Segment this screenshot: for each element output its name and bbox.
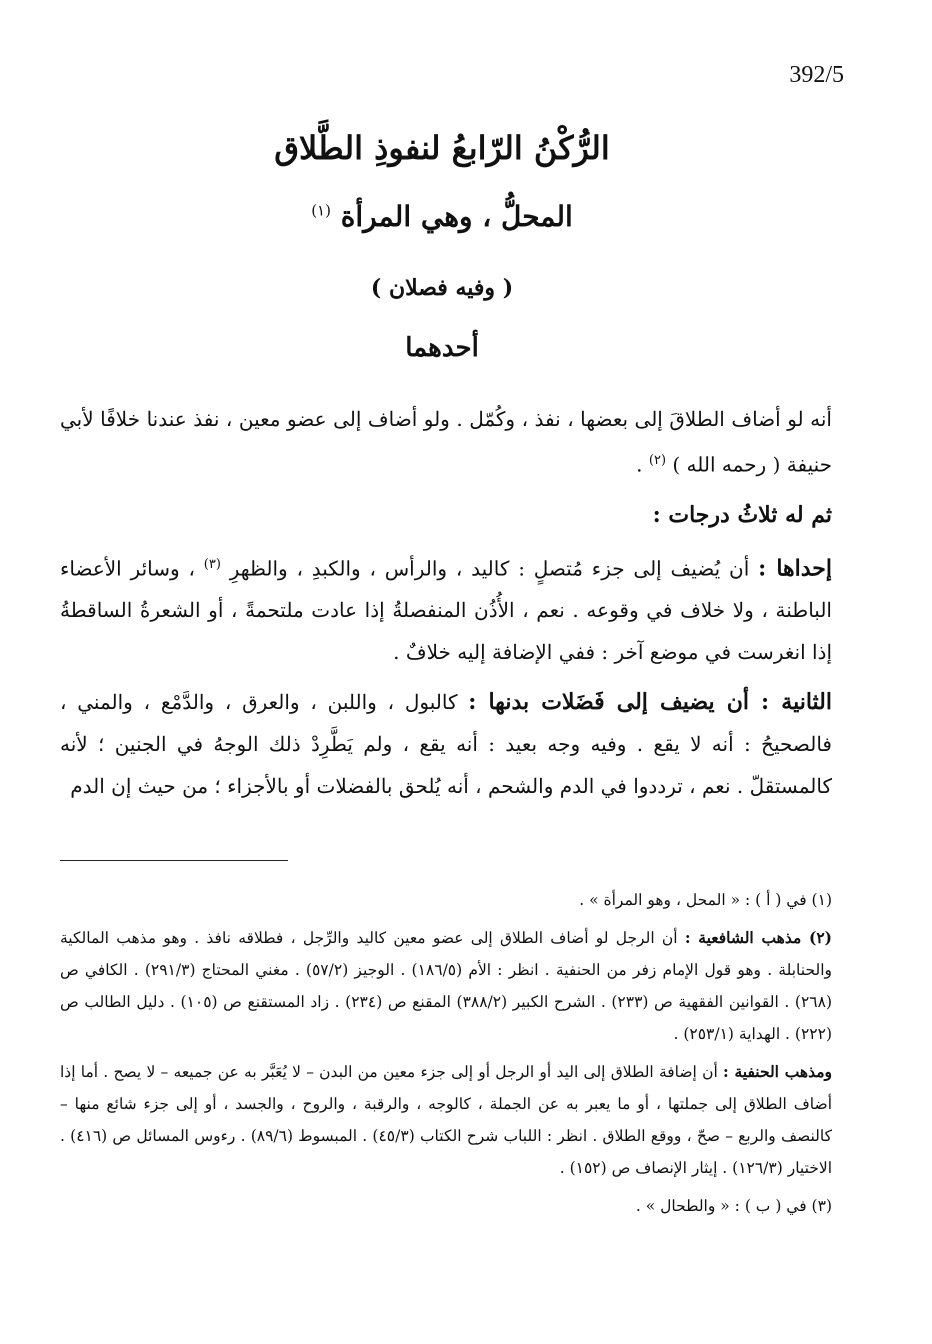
second-degree <box>60 681 832 807</box>
footnote-3: (٣) في ( ب ) : « والطحال » . <box>635 1197 832 1215</box>
degrees-intro-text: ثم له ثلاثُ درجات : <box>652 501 832 528</box>
footnote-ref-2[interactable]: (٢) <box>648 453 667 468</box>
paragraph-1-end: . <box>636 452 649 477</box>
first-degree-lead: إحداها : <box>758 555 832 582</box>
section-note: ( وفيه فصلان ) <box>370 275 514 301</box>
footnotes <box>60 884 832 1222</box>
second-degree-lead: الثانية : أن يضيف إلى فَضَلات بدنها : <box>468 689 832 716</box>
main-text <box>60 398 832 807</box>
footnote-ref-1[interactable]: (١) <box>311 201 331 220</box>
footnote-2-lead: (٢) مذهب الشافعية : <box>684 928 832 947</box>
footnote-2 <box>60 922 832 1050</box>
chapter-subtitle <box>0 200 884 233</box>
footnote-2b-text: أن إضافة الطلاق إلى اليد أو الرجل أو إلى جزء معين من البدن – لا يُعَبَّر به عن جميعه – لا يصح . أما إذا أضاف الطلاق إلى جملتها ، أو ما يعبر به عن الجملة ، كالوجه ، والرقبة ، والروح ، والجسد ، أو إلى جزء شائع منها – كالنصف والربع – صحّ ، ووقع الطلاق . انظر : اللباب شرح الكتاب (٤٥/٣) . المبسوط (٨٩/٦) . رءوس المسائل ص (٤١٦) . الاختيار (١٢٦/٣) . إيثار الإنصاف ص (١٥٢) . <box>60 1063 832 1177</box>
section-heading: أحدهما <box>405 333 479 363</box>
chapter-title: الرُّكْنُ الرّابعُ لنفوذِ الطَّلاق <box>274 129 610 167</box>
page-number: 392/5 <box>789 62 844 88</box>
second-degree-text: كالبول ، واللبن ، والعرق ، والدَّمْع ، والمني ، فالصحيحُ : أنه لا يقع . وفيه وجه بعيد : أنه يقع ، ولم يَطَّرِدْ ذلك الوجهُ في الجنين ؛ لأنه كالمستقلّ . نعم ، ترددوا في الدم والشحم ، أنه يُلحق بالفضلات أو بالأجزاء ؛ من حيث إن الدم <box>60 690 832 799</box>
footnote-1: (١) في ( أ ) : « المحل ، وهو المرأة » . <box>579 891 832 909</box>
degrees-intro <box>60 494 832 536</box>
footnote-divider <box>60 860 288 861</box>
footnote-ref-3[interactable]: (٣) <box>203 556 221 572</box>
first-degree-text-a: أن يُضيف إلى جزء مُتصلٍ : كاليد ، والرأس ، والكبدِ ، والظهرِ <box>229 556 759 581</box>
subtitle-text: المحلُّ ، وهي المرأة <box>340 200 573 233</box>
footnote-2-text: أن الرجل لو أضاف الطلاق إلى عضو معين كاليد والرِّجل ، فطلاقه نافذ . وهو مذهب المالكية والحنابلة . وهو قول الإمام زفر من الحنفية . انظر : الأم (١٨٦/٥) . الوجيز (٥٧/٢) . مغني المحتاج (٢٩١/٣) . الكافي ص (٢٦٨) . القوانين الفقهية ص (٢٣٣) . الشرح الكبير (٣٨٨/٢) المقنع ص (٢٣٤) . زاد المستقنع ص (١٠٥) . دليل الطالب ص (٢٢٢) . الهداية (٢٥٣/١) . <box>60 929 832 1043</box>
footnote-2b-lead: ومذهب الحنفية : <box>723 1062 833 1081</box>
first-degree-text-b: ، وسائر الأعضاء الباطنة ، ولا خلاف في وقوعه . نعم ، الأُذُن المنفصلةُ إذا عادت ملتحمةً ، أو الشعرةُ الساقطةُ إذا انغرست في موضع آخر : ففي الإضافة إليه خلافٌ . <box>60 556 832 665</box>
paragraph-1-text: أنه لو أضاف الطلاقَ إلى بعضها ، نفذ ، وكُمّل . ولو أضاف إلى عضو معين ، نفذ عندنا خلافًا لأبي حنيفة ( رحمه الله ) <box>60 407 832 477</box>
first-degree <box>60 544 832 674</box>
paragraph-1 <box>60 398 832 486</box>
footnote-2b <box>60 1056 832 1184</box>
